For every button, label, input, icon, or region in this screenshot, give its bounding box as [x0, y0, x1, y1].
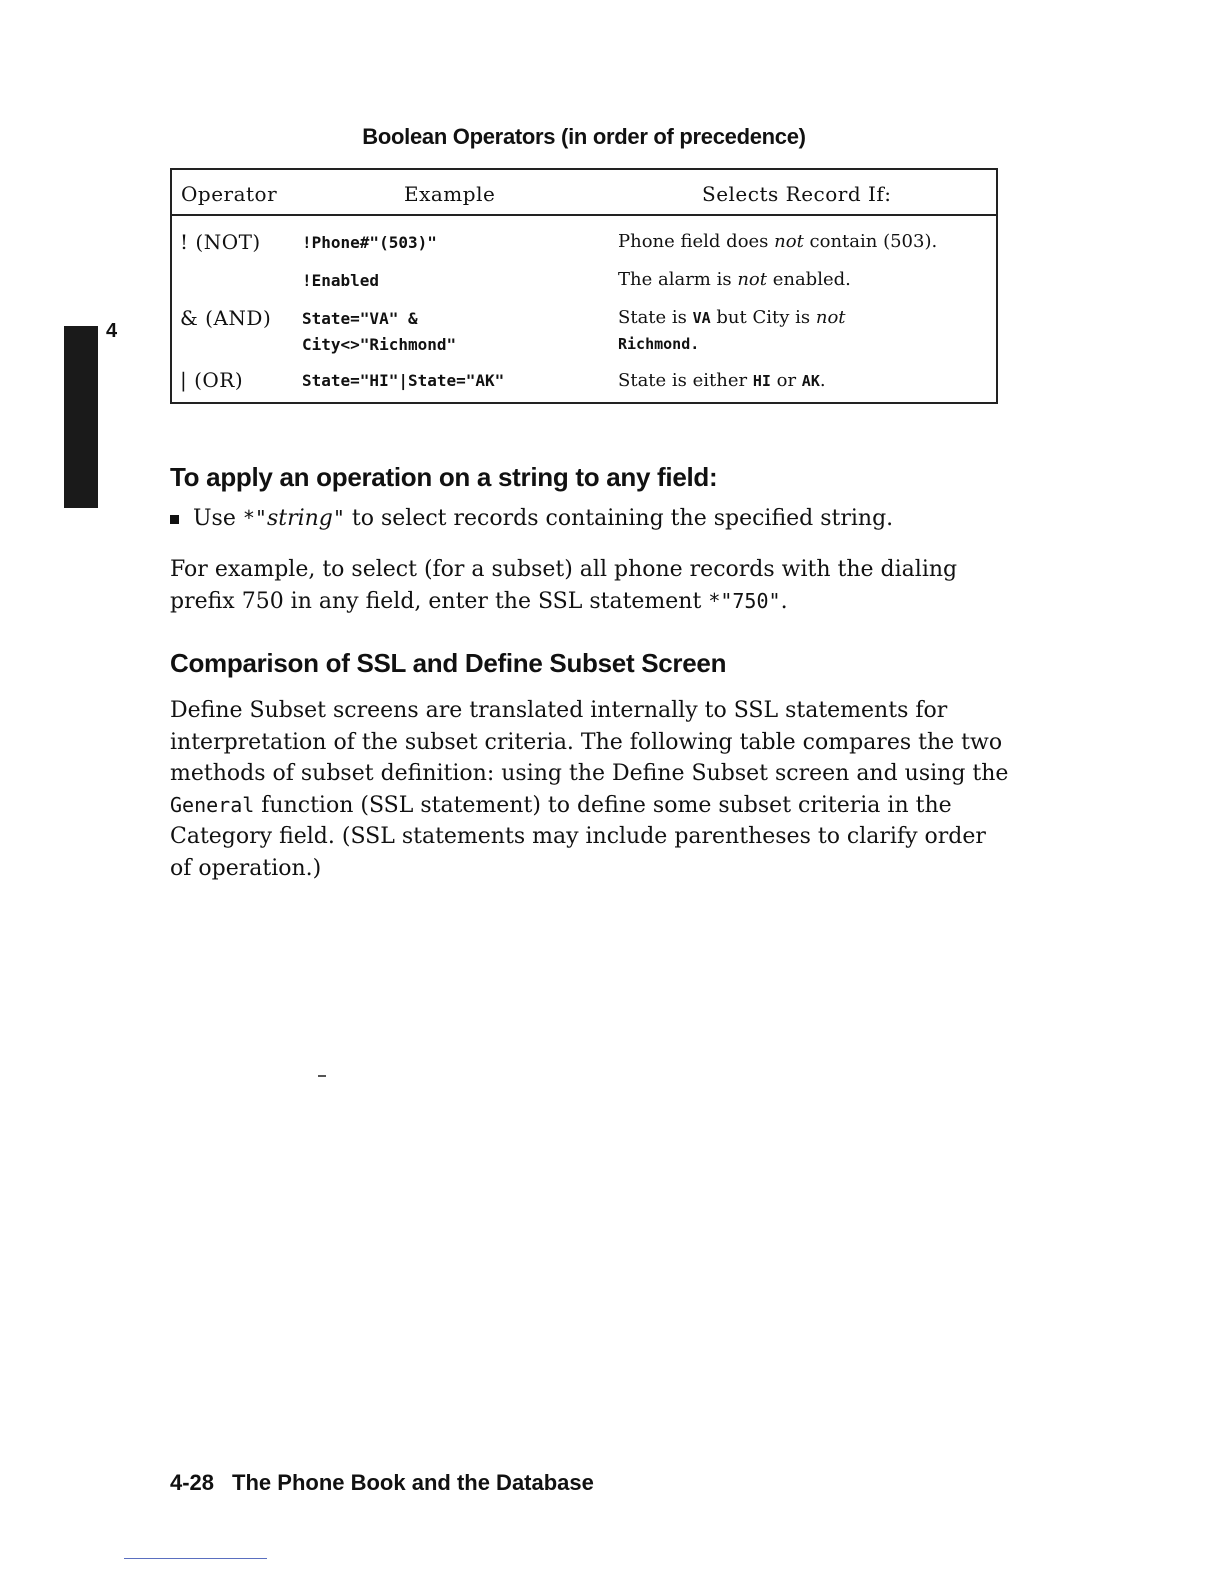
bullet-text: Use — [193, 506, 243, 531]
selects-emphasis: not — [737, 269, 767, 290]
header-operator: Operator — [181, 182, 278, 206]
bullet-code: *" — [242, 506, 267, 530]
selects-text: State is — [618, 307, 693, 328]
example-cell: !Enabled — [302, 271, 380, 290]
bullet-emphasis: string — [266, 506, 333, 531]
selects-text: contain (503). — [803, 231, 938, 252]
boolean-operators-table — [170, 168, 998, 404]
example-cell: State="VA" & City<>"Richmond" — [302, 309, 457, 354]
paragraph-code: General — [170, 792, 255, 817]
scan-artifact-line — [124, 1558, 267, 1559]
chapter-tab-number: 4 — [106, 320, 118, 342]
selects-text: . — [819, 370, 826, 391]
bullet-code: " — [332, 506, 345, 530]
operator-cell: | (OR) — [180, 368, 244, 392]
footer-title: The Phone Book and the Database — [232, 1470, 594, 1495]
page-footer — [170, 1470, 594, 1496]
paragraph-text: . — [780, 588, 788, 614]
table-header-row — [172, 170, 996, 216]
page-number: 4-28 — [170, 1470, 215, 1495]
example-cell: State="HI"|State="AK" — [302, 371, 505, 390]
comparison-paragraph — [170, 695, 1010, 884]
header-example: Example — [404, 182, 496, 206]
table-title: Boolean Operators (in order of precedence) — [362, 124, 806, 149]
example-paragraph — [170, 554, 1010, 617]
selects-text: Phone field does — [618, 231, 775, 252]
selects-emphasis: not — [774, 231, 804, 252]
selects-code: VA — [692, 309, 711, 327]
bullet-square-icon — [170, 515, 179, 524]
selects-code: HI — [752, 372, 771, 390]
header-selects: Selects Record If: — [702, 182, 892, 206]
selects-text: The alarm is — [618, 269, 738, 290]
selects-text: State is either — [618, 370, 753, 391]
selects-code: AK — [801, 372, 820, 390]
bullet-item — [170, 506, 893, 531]
selects-text: enabled. — [766, 269, 851, 290]
operator-cell: ! (NOT) — [180, 230, 261, 254]
chapter-tab-bar — [64, 326, 98, 508]
example-cell: !Phone#"(503)" — [302, 233, 437, 252]
operator-cell: & (AND) — [180, 306, 272, 330]
selects-code: Richmond. — [618, 335, 700, 353]
paragraph-code: *"750" — [708, 588, 781, 613]
selects-cell — [618, 368, 826, 394]
scan-mark — [318, 1075, 326, 1077]
paragraph-text: Define Subset screens are translated internally to SSL statements for interpretation of the subset criteria. The following table compares the two methods of subset definition: using the Define Subset screen and using the — [170, 698, 1009, 786]
section-heading-comparison: Comparison of SSL and Define Subset Screen — [170, 648, 727, 678]
bullet-text: to select records containing the specified string. — [344, 506, 894, 531]
selects-text: but City is — [710, 307, 816, 328]
selects-emphasis: not — [815, 307, 846, 328]
selects-cell — [618, 305, 846, 357]
selects-text: or — [770, 370, 802, 391]
selects-cell — [618, 267, 851, 293]
section-heading-apply-operation: To apply an operation on a string to any field: — [170, 462, 718, 492]
paragraph-text: For example, to select (for a subset) all phone records with the dialing prefix 750 in any field, enter the SSL statement — [170, 557, 958, 614]
selects-cell — [618, 229, 937, 255]
paragraph-text: function (SSL statement) to define some subset criteria in the Category field. (SSL statements may include parentheses to clarify order of operation.) — [170, 792, 986, 881]
